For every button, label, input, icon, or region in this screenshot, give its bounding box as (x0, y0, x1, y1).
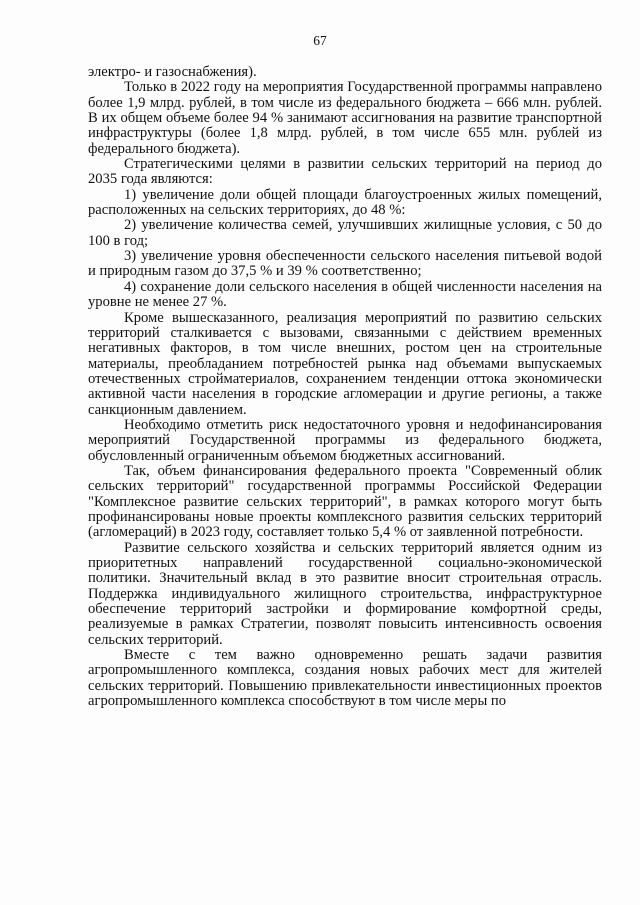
paragraph-strategic-goals-intro: Стратегическими целями в развитии сельских территорий на период до 2035 года являются: (88, 156, 602, 188)
page-number: 67 (313, 33, 327, 48)
paragraph-agro-complex: Вместе с тем важно одновременно решать задачи развития агропромышленного комплекса, создания новых рабочих мест для жителей сельских территорий. Повышению привлекательности инвестиционных проектов агропромышленного комплекса способствуют в том числе меры по (88, 647, 602, 710)
paragraph-continuation: электро- и газоснабжения). (88, 64, 257, 80)
paragraph-goal-4: 4) сохранение доли сельского населения в общей численности населения на уровне не менее 27 %. (88, 278, 602, 311)
paragraph-underfunding-risk: Необходимо отметить риск недостаточного уровня и недофинансирования мероприятий Государственной программы из федерального бюджета, обусловленный ограниченным объемом бюджетных ассигнований. (88, 416, 602, 464)
document-body (88, 65, 602, 709)
paragraph-challenges: Кроме вышесказанного, реализация мероприятий по развитию сельских территорий сталкивается с вызовами, связанными с действием временных негативных факторов, в том числе внешних, ростом цен на строительные материалы, преобладанием потребностей рынка над объемами выпускаемых отечественных стройматериалов, сохранением тенденции оттока экономически активной части населения в городские агломерации и другие регионы, а также санкционным давлением. (88, 309, 602, 418)
paragraph-goal-1: 1) увеличение доли общей площади благоустроенных жилых помещений, расположенных на сельских территориях, до 48 %: (88, 186, 602, 219)
paragraph-rural-development-priority: Развитие сельского хозяйства и сельских территорий является одним из приоритетных направлений государственной социально-экономической политики. Значительный вклад в это развитие вносит строительная отрасль. Поддержка индивидуального жилищного строительства, инфраструктурное обеспечение территорий застройки и формирование комфортной среды, реализуемые в рамках Стратегии, позволят повысить интенсивность освоения сельских территорий. (88, 539, 602, 648)
paragraph-program-funding-2022: Только в 2022 году на мероприятия Государственной программы направлено более 1,9 млрд. рублей, в том числе из федерального бюджета – 666 млн. рублей. В их общем объеме более 94 % занимают ассигнования на развитие транспортной инфраструктуры (более 1,8 млрд. рублей, в том числе 655 млн. рублей из федерального бюджета). (88, 79, 602, 157)
paragraph-goal-3: 3) увеличение уровня обеспеченности сельского населения питьевой водой и природным газом до 37,5 % и 39 % соответственно; (88, 248, 602, 280)
paragraph-goal-2: 2) увеличение количества семей, улучшивших жилищные условия, с 50 до 100 в год; (88, 217, 602, 249)
paragraph-federal-project-funding: Так, объем финансирования федерального проекта "Современный облик сельских территорий" государственной программы Российской Федерации "Комплексное развитие сельских территорий", в рамках которого могут быть профинансированы новые проекты комплексного развития сельских территорий (агломераций) в 2023 году, составляет только 5,4 % от заявленной потребности. (88, 462, 602, 541)
